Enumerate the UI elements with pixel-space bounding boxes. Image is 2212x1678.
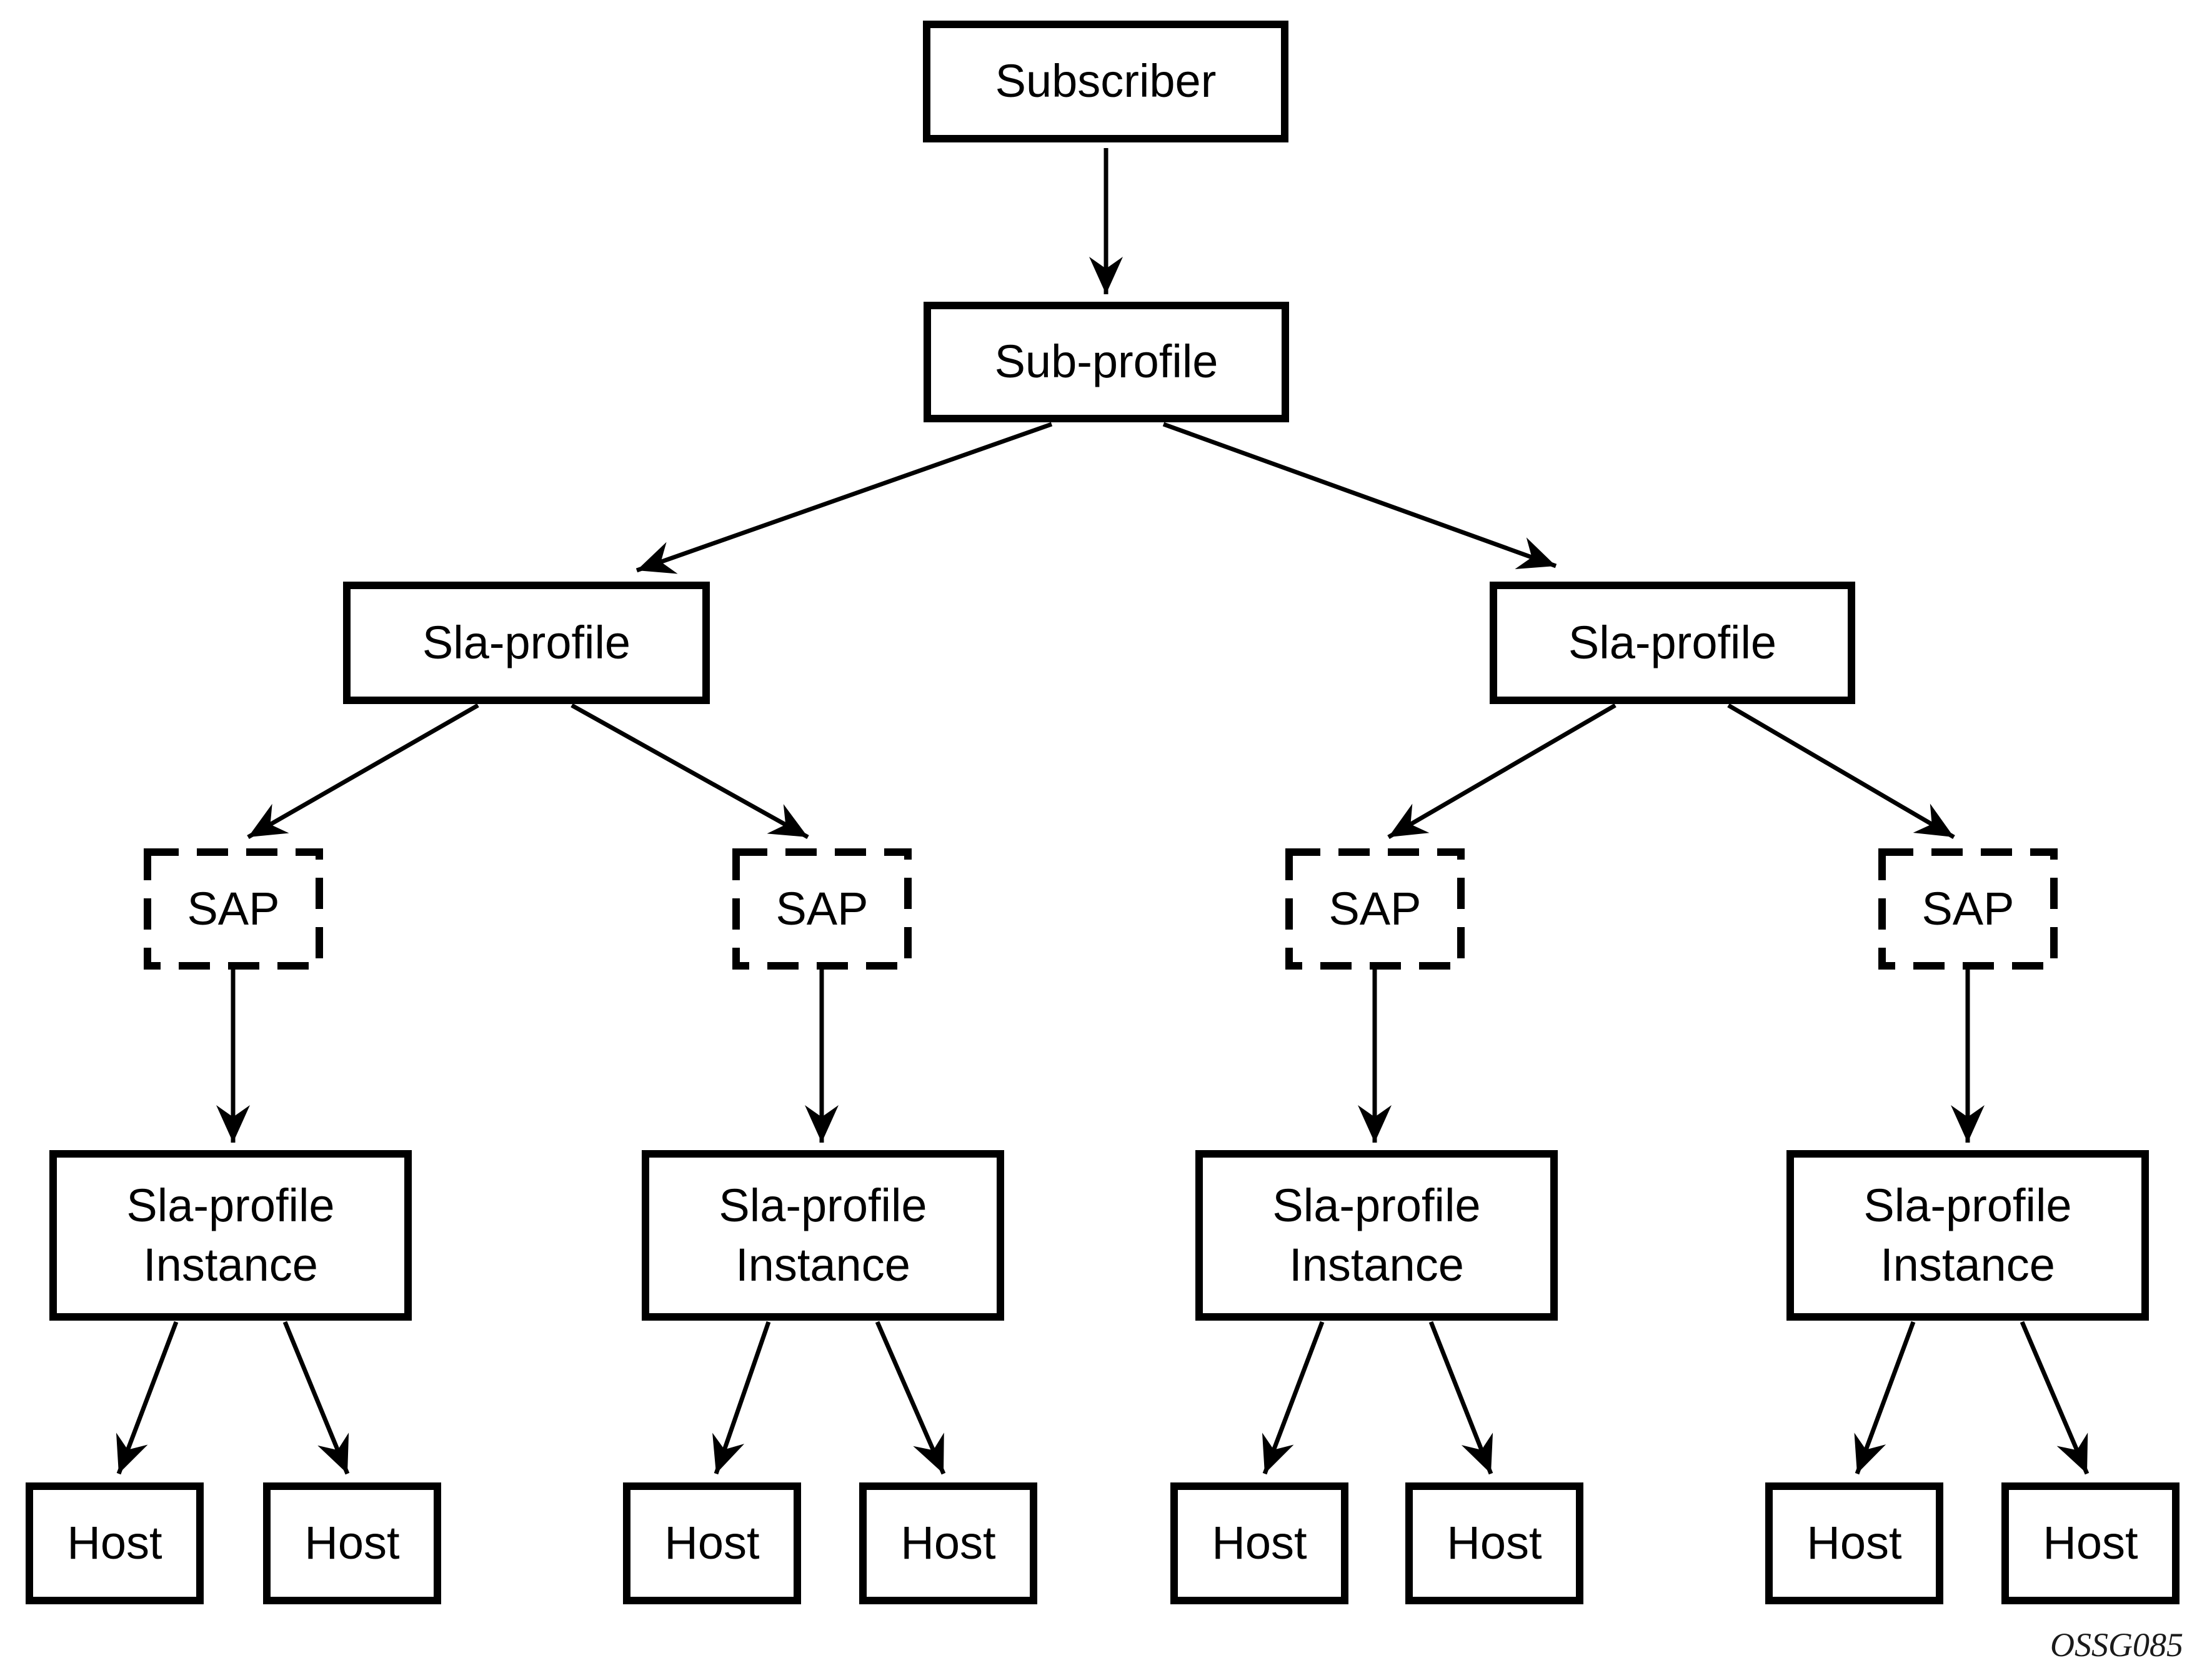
- edge-instance2-host4: [877, 1322, 944, 1474]
- host-node-2: [263, 1482, 441, 1604]
- sub-profile-node: [924, 302, 1289, 422]
- host-node-7: [1765, 1482, 1943, 1604]
- edge-instance1-host1: [119, 1322, 176, 1474]
- host-node-8: [2001, 1482, 2180, 1604]
- sla-profile-node-2: [1490, 582, 1855, 704]
- instance-label-line1: Sla-profile: [1272, 1179, 1481, 1231]
- sap-label: SAP: [1921, 882, 2015, 935]
- sap-label: SAP: [1328, 882, 1422, 935]
- host-node-3: [623, 1482, 801, 1604]
- instance-label-line1: Sla-profile: [719, 1179, 927, 1231]
- host-node-4: [859, 1482, 1037, 1604]
- host-label: Host: [1447, 1517, 1542, 1569]
- host-label: Host: [900, 1517, 996, 1569]
- figure-code-watermark: OSSG085: [2050, 1626, 2183, 1664]
- edge-sla2-sap4: [1728, 705, 1954, 837]
- sla-profile-instance-node-1: [49, 1150, 412, 1321]
- instance-label-line1: Sla-profile: [126, 1179, 335, 1231]
- sla-profile-instance-node-3: [1195, 1150, 1558, 1321]
- sap-node-2: [732, 848, 912, 970]
- host-label: Host: [304, 1517, 400, 1569]
- edge-subprofile-sla1: [637, 424, 1052, 570]
- edge-subprofile-sla2: [1163, 424, 1556, 566]
- edge-sla1-sap1: [248, 705, 478, 837]
- sap-label: SAP: [775, 882, 869, 935]
- edge-instance1-host2: [285, 1322, 347, 1474]
- edge-instance4-host8: [2022, 1322, 2087, 1474]
- edge-instance4-host7: [1857, 1322, 1913, 1474]
- host-node-5: [1170, 1482, 1348, 1604]
- instance-label-line2: Instance: [1289, 1238, 1464, 1291]
- sla-profile-instance-node-4: [1786, 1150, 2149, 1321]
- edge-instance3-host5: [1265, 1322, 1322, 1474]
- subscriber-node: [923, 21, 1288, 142]
- host-node-6: [1405, 1482, 1583, 1604]
- sap-node-4: [1878, 848, 2058, 970]
- instance-label-line2: Instance: [143, 1238, 318, 1291]
- host-label: Host: [67, 1517, 162, 1569]
- sap-node-3: [1285, 848, 1465, 970]
- instance-label-line2: Instance: [735, 1238, 910, 1291]
- edge-sla1-sap2: [572, 705, 808, 837]
- host-label: Host: [664, 1517, 760, 1569]
- sub-profile-label: Sub-profile: [994, 335, 1218, 388]
- edge-sla2-sap3: [1388, 705, 1615, 837]
- edge-instance2-host3: [716, 1322, 769, 1474]
- sla-profile-label: Sla-profile: [422, 616, 631, 668]
- edge-instance3-host6: [1431, 1322, 1491, 1474]
- host-node-1: [26, 1482, 204, 1604]
- sla-profile-node-1: [343, 582, 710, 704]
- instance-label-line2: Instance: [1880, 1238, 2055, 1291]
- sla-profile-instance-node-2: [642, 1150, 1004, 1321]
- instance-label-line1: Sla-profile: [1863, 1179, 2072, 1231]
- host-label: Host: [2043, 1517, 2138, 1569]
- host-label: Host: [1212, 1517, 1307, 1569]
- sla-profile-label: Sla-profile: [1568, 616, 1777, 668]
- sap-label: SAP: [187, 882, 280, 935]
- sap-node-1: [144, 848, 323, 970]
- subscriber-label: Subscriber: [995, 55, 1217, 107]
- host-label: Host: [1806, 1517, 1902, 1569]
